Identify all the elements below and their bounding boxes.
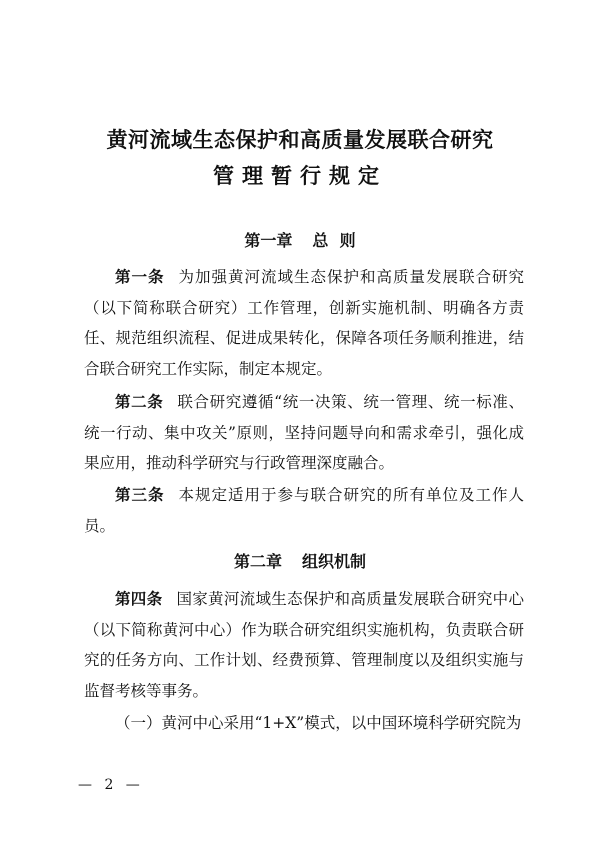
article-4 [84,584,524,706]
page-number: — 2 — [78,777,144,793]
document-title-line2: 管理暂行规定 [213,164,387,188]
article-3 [84,480,524,541]
document-title-line1: 黄河流域生态保护和高质量发展联合研究 [106,128,494,152]
chapter-2-heading [0,549,600,572]
chapter-1-label: 第一章 [244,231,293,250]
article-3-label: 第三条 [115,486,165,504]
article-4-text: 国家黄河流域生态保护和高质量发展联合研究中心（以下简称黄河中心）作为联合研究组织实施机构，负责联合研究的任务方向、工作计划、经费预算、管理制度以及组织实施与监督考核等事务。 [84,590,524,700]
article-2-label: 第二条 [115,393,164,411]
chapter-2-name: 组织机制 [302,552,367,571]
article-1-label: 第一条 [115,268,165,286]
article-1-text: 为加强黄河流域生态保护和高质量发展联合研究（以下简称联合研究）工作管理，创新实施机制、明确各方责任、规范组织流程、促进成果转化，保障各项任务顺利推进，结合联合研究工作实际，制定本规定。 [84,268,524,378]
article-4-item-1-text: （一）黄河中心采用“1+X”模式，以中国环境科学研究院为 [115,714,522,732]
article-4-item-1 [84,708,524,739]
chapter-2-label: 第二章 [233,552,282,571]
article-1 [84,262,524,384]
article-2-text: 联合研究遵循“统一决策、统一管理、统一标准、统一行动、集中攻关”原则，坚持问题导向和需求牵引，强化成果应用，推动科学研究与行政管理深度融合。 [84,393,524,472]
article-4-label: 第四条 [115,590,163,608]
chapter-1-name: 总 则 [312,231,356,250]
article-3-text: 本规定适用于参与联合研究的所有单位及工作人员。 [84,486,524,535]
chapter-1-heading [0,228,600,251]
article-2 [84,387,524,479]
